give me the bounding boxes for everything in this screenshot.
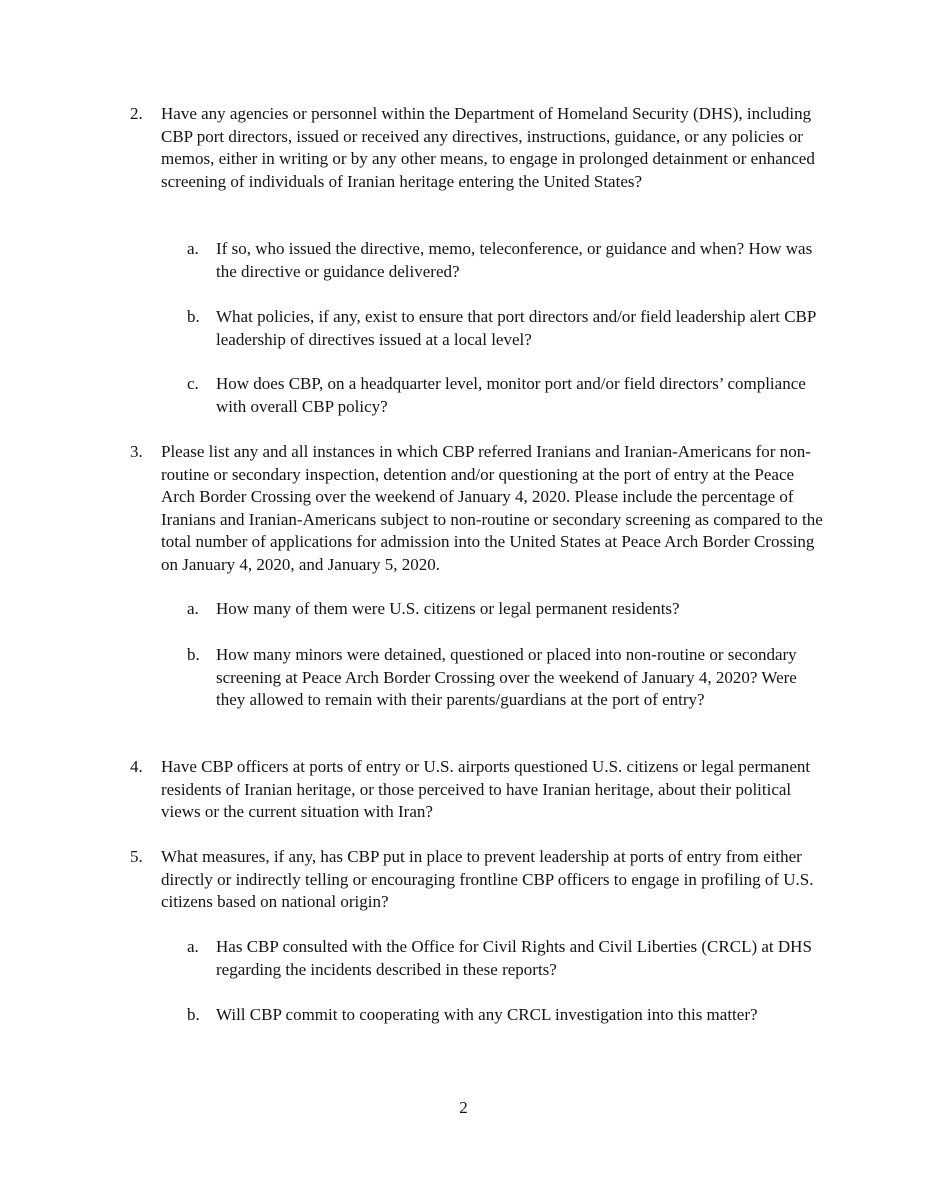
question-2c-marker: c. — [187, 374, 199, 393]
question-2-marker: 2. — [130, 104, 143, 123]
question-5a-marker: a. — [187, 937, 199, 956]
question-2b — [187, 306, 827, 351]
question-2a — [187, 238, 827, 283]
question-4 — [130, 756, 830, 824]
question-3a-text: How many of them were U.S. citizens or legal permanent residents? — [216, 599, 680, 618]
question-2b-text: What policies, if any, exist to ensure that port directors and/or field leadership alert CBP leadership of directives issued at a local level? — [216, 307, 816, 349]
question-5b-text: Will CBP commit to cooperating with any CRCL investigation into this matter? — [216, 1005, 758, 1024]
question-3b-marker: b. — [187, 645, 200, 664]
question-2c — [187, 373, 827, 418]
question-2c-text: How does CBP, on a headquarter level, monitor port and/or field directors’ compliance with overall CBP policy? — [216, 374, 806, 416]
question-4-marker: 4. — [130, 757, 143, 776]
question-5a-text: Has CBP consulted with the Office for Civil Rights and Civil Liberties (CRCL) at DHS regarding the incidents described in these reports? — [216, 937, 812, 979]
question-3 — [130, 441, 830, 576]
question-3a — [187, 598, 827, 621]
question-3-text: Please list any and all instances in which CBP referred Iranians and Iranian-Americans for non-routine or secondary inspection, detention and/or questioning at the port of entry at the Peace Arch Border Crossing over the weekend of January 4, 2020. Please include the percentage of Iranians and Iranian-Americans subject to non-routine or secondary screening as compared to the total number of applications for admission into the United States at Peace Arch Border Crossing on January 4, 2020, and January 5, 2020. — [161, 442, 823, 574]
question-5 — [130, 846, 830, 914]
question-5-marker: 5. — [130, 847, 143, 866]
question-4-text: Have CBP officers at ports of entry or U.S. airports questioned U.S. citizens or legal permanent residents of Iranian heritage, or those perceived to have Iranian heritage, about their political views or the current situation with Iran? — [161, 757, 811, 821]
question-3b — [187, 644, 827, 712]
question-5a — [187, 936, 827, 981]
question-2a-marker: a. — [187, 239, 199, 258]
question-3-marker: 3. — [130, 442, 143, 461]
question-5b-marker: b. — [187, 1005, 200, 1024]
page-number: 2 — [459, 1098, 468, 1117]
question-2 — [130, 103, 830, 193]
question-2a-text: If so, who issued the directive, memo, teleconference, or guidance and when? How was the directive or guidance delivered? — [216, 239, 813, 281]
question-5b — [187, 1004, 827, 1027]
question-2-text: Have any agencies or personnel within the Department of Homeland Security (DHS), including CBP port directors, issued or received any directives, instructions, guidance, or any policies or memos, either in writing or by any other means, to engage in prolonged detainment or enhanced screening of individuals of Iranian heritage entering the United States? — [161, 104, 815, 191]
question-3b-text: How many minors were detained, questioned or placed into non-routine or secondary screening at Peace Arch Border Crossing over the weekend of January 4, 2020? Were they allowed to remain with their parents/guardians at the port of entry? — [216, 645, 797, 709]
question-5-text: What measures, if any, has CBP put in place to prevent leadership at ports of entry from either directly or indirectly telling or encouraging frontline CBP officers to engage in profiling of U.S. citizens based on national origin? — [161, 847, 814, 911]
question-2b-marker: b. — [187, 307, 200, 326]
question-3a-marker: a. — [187, 599, 199, 618]
